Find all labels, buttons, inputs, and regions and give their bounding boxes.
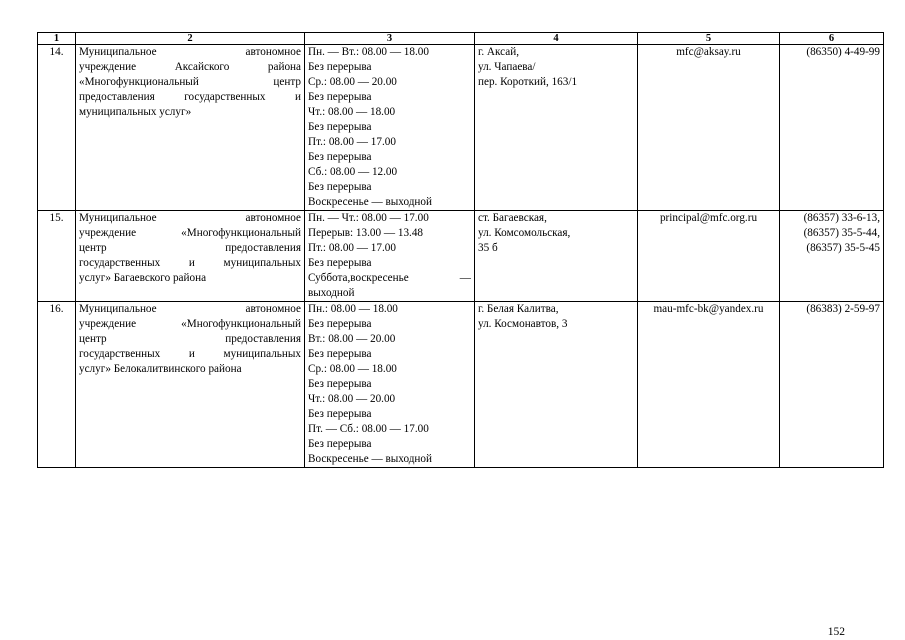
email-address: principal@mfc.org.ru [638, 211, 780, 302]
schedule-line: Ср.: 08.00 — 18.00 [308, 363, 397, 375]
phone-numbers [780, 302, 884, 468]
column-header: 1 [38, 33, 76, 45]
address-line: ул. Чапаева/ [478, 61, 536, 73]
schedule-line: Пн. — Вт.: 08.00 — 18.00 [308, 46, 429, 58]
schedule-line: Без перерыва [308, 257, 372, 269]
name-line: учреждение «Многофункциональный [79, 318, 301, 330]
column-header: 4 [475, 33, 638, 45]
row-number: 14. [38, 45, 76, 211]
name-line: Муниципальное автономное [79, 46, 301, 58]
name-line: Муниципальное автономное [79, 212, 301, 224]
schedule-line: Вт.: 08.00 — 20.00 [308, 333, 396, 345]
name-line: муниципальных услуг» [79, 106, 192, 118]
institutions-table [37, 32, 884, 468]
address [475, 211, 638, 302]
schedule-line: Без перерыва [308, 318, 372, 330]
email-address: mfc@aksay.ru [638, 45, 780, 211]
schedule-line: Ср.: 08.00 — 20.00 [308, 76, 397, 88]
table-row [38, 45, 884, 211]
schedule-line: Без перерыва [308, 151, 372, 163]
schedule-line: Чт.: 08.00 — 18.00 [308, 106, 396, 118]
page-number: 152 [827, 626, 845, 638]
row-number: 16. [38, 302, 76, 468]
schedule-line: Суббота,воскресенье — [308, 272, 471, 284]
name-line: центр предоставления [79, 242, 301, 254]
name-line: услуг» Багаевского района [79, 272, 207, 284]
institution-name [76, 302, 305, 468]
table-row [38, 302, 884, 468]
schedule-line: Без перерыва [308, 181, 372, 193]
phone-line: (86357) 33-6-13, [803, 212, 880, 224]
phone-line: (86357) 35-5-44, [803, 227, 880, 239]
institution-name [76, 211, 305, 302]
work-schedule [305, 211, 475, 302]
schedule-line: Чт.: 08.00 — 20.00 [308, 393, 396, 405]
name-line: государственных и муниципальных [79, 257, 301, 269]
schedule-line: Без перерыва [308, 408, 372, 420]
work-schedule [305, 45, 475, 211]
schedule-line: Без перерыва [308, 348, 372, 360]
address-line: ул. Комсомольская, [478, 227, 571, 239]
address-line: ул. Космонавтов, 3 [478, 318, 568, 330]
address-line: пер. Короткий, 163/1 [478, 76, 578, 88]
address-line: ст. Багаевская, [478, 212, 547, 224]
name-line: государственных и муниципальных [79, 348, 301, 360]
address-line: г. Белая Калитва, [478, 303, 559, 315]
schedule-line: Сб.: 08.00 — 12.00 [308, 166, 398, 178]
phone-numbers [780, 211, 884, 302]
schedule-line: Пн. — Чт.: 08.00 — 17.00 [308, 212, 429, 224]
email-address: mau-mfc-bk@yandex.ru [638, 302, 780, 468]
name-line: учреждение Аксайского района [79, 61, 301, 73]
name-line: услуг» Белокалитвинского района [79, 363, 242, 375]
schedule-line: Без перерыва [308, 61, 372, 73]
name-line: центр предоставления [79, 333, 301, 345]
name-line: Муниципальное автономное [79, 303, 301, 315]
name-line: «Многофункциональный центр [79, 76, 301, 88]
name-line: предоставления государственных и [79, 91, 301, 103]
schedule-line: Без перерыва [308, 438, 372, 450]
table-row [38, 211, 884, 302]
schedule-line: Перерыв: 13.00 — 13.48 [308, 227, 424, 239]
schedule-line: Без перерыва [308, 378, 372, 390]
phone-line: (86357) 35-5-45 [806, 242, 880, 254]
name-line: учреждение «Многофункциональный [79, 227, 301, 239]
address-line: г. Аксай, [478, 46, 520, 58]
phone-numbers [780, 45, 884, 211]
address [475, 45, 638, 211]
schedule-line: Воскресенье — выходной [308, 453, 432, 465]
schedule-line: Пт.: 08.00 — 17.00 [308, 242, 396, 254]
schedule-line: выходной [308, 287, 355, 299]
schedule-line: Без перерыва [308, 91, 372, 103]
schedule-line: Без перерыва [308, 121, 372, 133]
work-schedule [305, 302, 475, 468]
schedule-line: Воскресенье — выходной [308, 196, 432, 208]
phone-line: (86383) 2-59-97 [806, 303, 880, 315]
phone-line: (86350) 4-49-99 [806, 46, 880, 58]
schedule-line: Пт. — Сб.: 08.00 — 17.00 [308, 423, 429, 435]
address-line: 35 б [478, 242, 498, 254]
column-header: 5 [638, 33, 780, 45]
institution-name [76, 45, 305, 211]
column-header: 3 [305, 33, 475, 45]
schedule-line: Пн.: 08.00 — 18.00 [308, 303, 398, 315]
address [475, 302, 638, 468]
row-number: 15. [38, 211, 76, 302]
table-header-row [38, 33, 884, 45]
column-header: 6 [780, 33, 884, 45]
column-header: 2 [76, 33, 305, 45]
schedule-line: Пт.: 08.00 — 17.00 [308, 136, 396, 148]
